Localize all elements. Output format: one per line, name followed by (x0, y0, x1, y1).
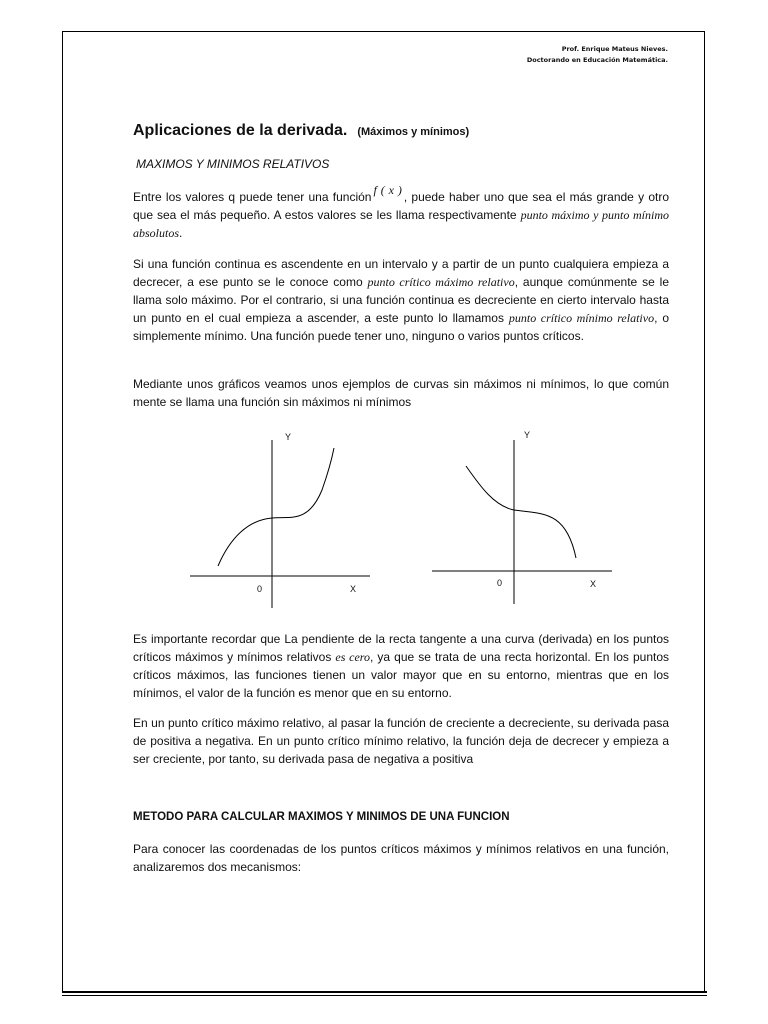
graph1-y-label: Y (285, 432, 292, 442)
p2-text-e: , o simplemente mínimo. Una función puede tener uno, ninguno o varios puntos críticos. (133, 311, 669, 343)
page-header (527, 44, 668, 66)
graph2-origin-label: 0 (497, 578, 503, 588)
header-affiliation: Doctorando en Educación Matemática. (526, 56, 668, 64)
p1-text-d: . (179, 226, 183, 240)
p1-text-a: Entre los valores q puede tener una función (133, 190, 372, 204)
p1-text-b: , puede haber uno que sea el más grande y otro que sea el más pequeño. A estos valores se les llama respectivamente (133, 190, 670, 222)
graph2-curve (466, 466, 576, 558)
paragraph-1 (133, 183, 670, 242)
title-main: Aplicaciones de la derivada. (133, 122, 348, 139)
graph1-x-label: X (350, 584, 357, 594)
page-title (133, 122, 469, 140)
paragraph-3: Mediante unos gráficos veamos unos ejemplos de curvas sin máximos ni mínimos, lo que común mente se llama una función sin máximos ni mínimos (133, 377, 669, 409)
graph2-y-label: Y (524, 430, 531, 440)
graph1-curve (218, 448, 334, 566)
p2-term-min: punto crítico mínimo relativo (508, 311, 655, 325)
graph-increasing-cubic (190, 428, 370, 608)
p2-text-a: Si una función continua es ascendente en un intervalo y a partir de un punto cualquiera empieza a decrecer, a ese punto se le conoce como (133, 257, 669, 289)
title-sub: (Máximos y mínimos) (357, 126, 470, 138)
header-author: Prof. Enrique Mateus Nieves. (561, 45, 668, 53)
paragraph-5: En un punto crítico máximo relativo, al pasar la función de creciente a decreciente, su derivada pasa de positiva a negativa. En un punto crítico mínimo relativo, la función deja de decrecer y empieza a ser creciente, por tanto, su derivada pasa de negativa a positiva (133, 716, 669, 766)
graph1-origin-label: 0 (257, 584, 263, 594)
graph2-x-label: X (590, 579, 597, 589)
p1-term: punto máximo y punto mínimo absolutos (133, 208, 669, 240)
bottom-rule (62, 991, 707, 993)
p4-term: es cero (335, 650, 371, 664)
p4-text-a: Es importante recordar que La pendiente de la recta tangente a una curva (derivada) en los puntos críticos máximos y mínimos relativos (133, 632, 669, 664)
p2-text-c: , aunque comúnmente se le llama solo máximo. Por el contrario, si una función continua es decreciente en cierto intervalo hasta un punto en el cual empieza a ascender, a este punto lo llamamos (133, 275, 669, 325)
bottom-rule-thin (62, 995, 707, 996)
paragraph-6: Para conocer las coordenadas de los puntos críticos máximos y mínimos relativos en una función, analizaremos dos mecanismos: (133, 842, 669, 874)
p4-text-c: , ya que se trata de una recta horizontal. En los puntos críticos máximos, las funciones tienen un valor mayor que en su entorno, mientras que en los mínimos, el valor de la función es menor que en su entorno. (133, 650, 669, 700)
fx-formula: f ( x ) (373, 183, 402, 197)
section-title: METODO PARA CALCULAR MAXIMOS Y MINIMOS DE UNA FUNCION (133, 811, 510, 823)
p2-term-max: punto crítico máximo relativo (367, 275, 515, 289)
section-subtitle: MAXIMOS Y MINIMOS RELATIVOS (136, 157, 330, 171)
paragraph-4 (133, 630, 669, 702)
graph-decreasing-cubic (432, 426, 612, 606)
paragraph-2 (133, 255, 669, 345)
